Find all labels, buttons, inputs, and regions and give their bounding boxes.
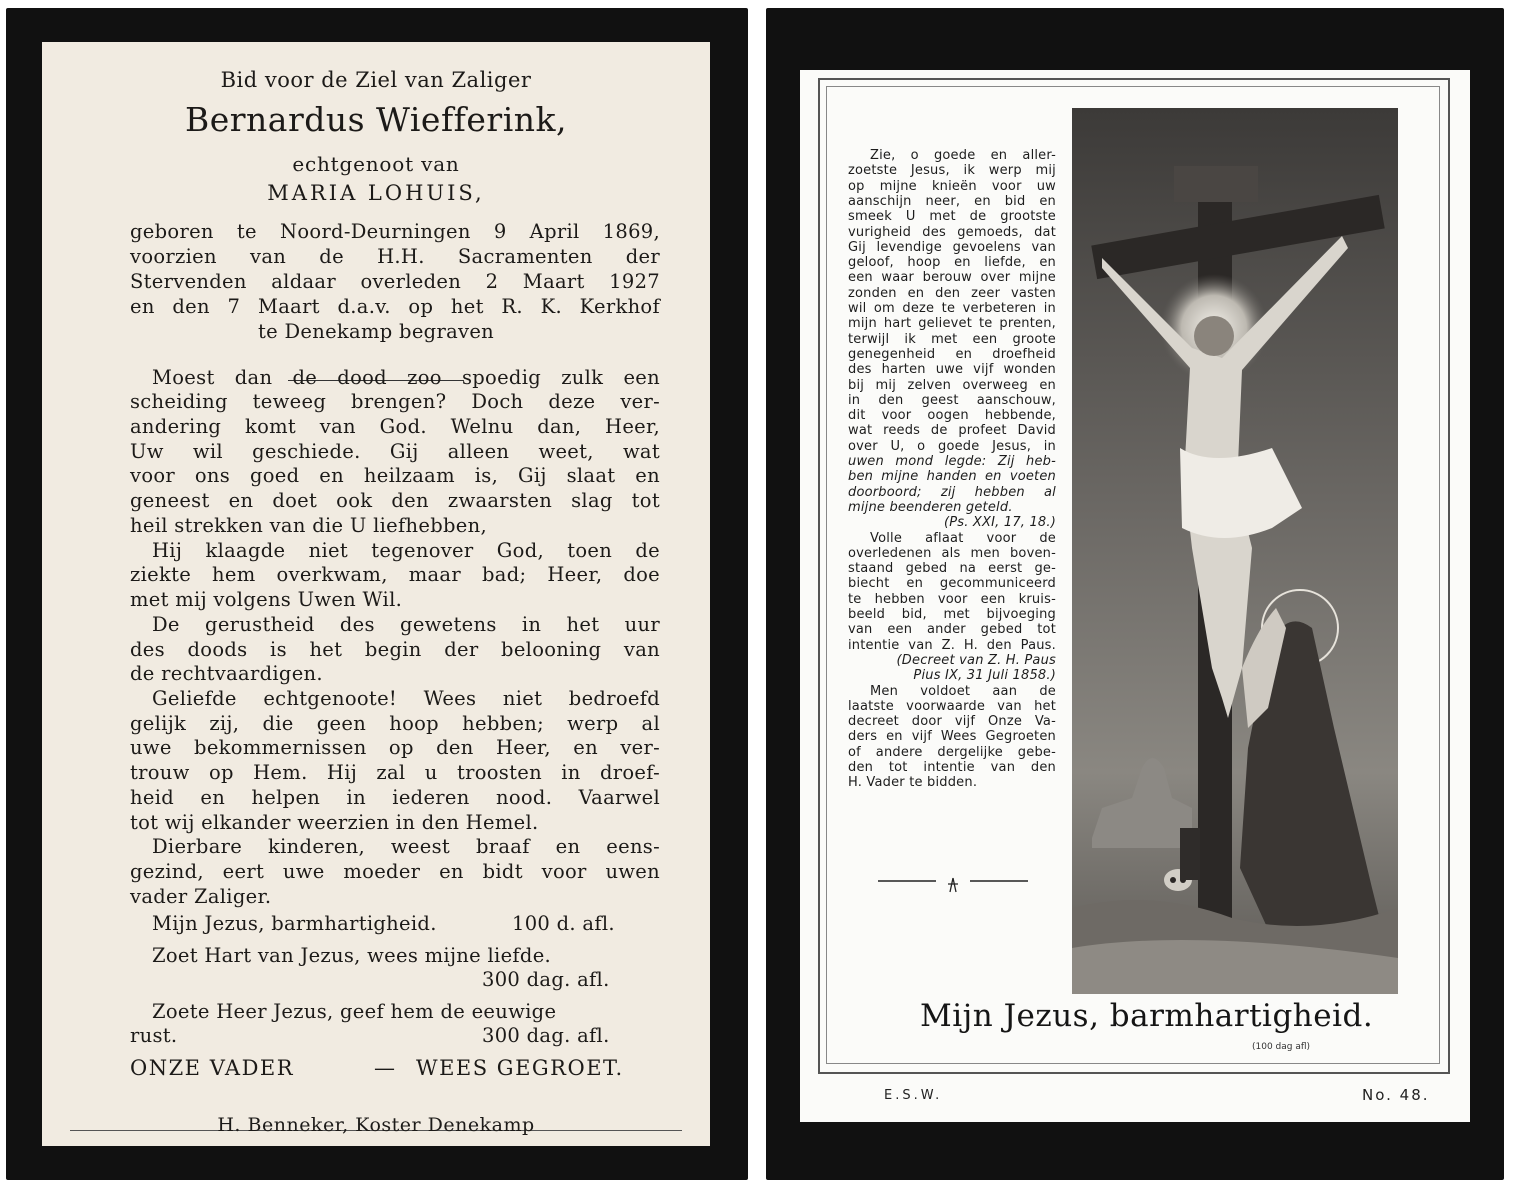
prayer-line: (Decreet van Z. H. Paus — [896, 652, 1056, 668]
prayer-line: mijne beenderen geteld. — [848, 499, 1013, 515]
prayer-line: Volle aflaat voor de — [870, 530, 1056, 546]
text-line: trouw op Hem. Hij zal u troosten in droef- — [130, 761, 660, 784]
closing-dash: — — [374, 1056, 395, 1080]
prayer-line: des harten uwe vijf wonden — [848, 362, 1056, 378]
biography-line: voorzien van de H.H. Sacramenten der — [130, 245, 660, 268]
text-line: de rechtvaardigen. — [130, 662, 323, 685]
prayer-line: zonden en den zeer vasten — [848, 285, 1056, 301]
text-line: Uw wil geschiede. Gij alleen weet, wat — [130, 440, 660, 463]
motto-indulgence: (100 dag afl) — [1252, 1042, 1311, 1052]
prayer-line: biecht en gecommuniceerd — [848, 576, 1056, 592]
card-paper — [800, 70, 1470, 1122]
prayer-line: een waar berouw over mijne — [848, 270, 1056, 286]
prayer-line: of andere dergelijke gebe- — [848, 744, 1056, 760]
printer-credit: H. Benneker, Koster Denekamp — [217, 1114, 535, 1136]
publisher-mark: E.S.W. — [884, 1088, 943, 1103]
text-line: heil strekken van die U liefhebben, — [130, 514, 487, 537]
prayer-line: staand gebed na eerst ge- — [848, 561, 1056, 577]
prayer-line: uwen mond legde: Zij heb- — [848, 454, 1056, 469]
text-line: gelijk zij, die geen hoop hebben; werp al — [130, 712, 660, 735]
spouse-intro: echtgenoot van — [292, 152, 460, 176]
text-line: uwe bekommernissen op den Heer, en ver- — [130, 736, 660, 759]
prayer-line: te hebben voor een kruis- — [848, 591, 1056, 607]
motto-text: Mijn Jezus, barmhartigheid. — [920, 998, 1374, 1034]
prayer-line: dit voor oogen hebbende, — [848, 408, 1056, 424]
text-line: scheiding teweeg brengen? Doch deze ver- — [130, 390, 660, 413]
text-line: De gerustheid des gewetens in het uur — [152, 613, 660, 636]
text-line: Dierbare kinderen, weest braaf en eens- — [152, 835, 660, 858]
text-line: des doods is het begin der belooning van — [130, 638, 660, 661]
prayer-line: Pius IX, 31 Juli 1858.) — [913, 668, 1056, 684]
ornament-divider — [878, 876, 1028, 896]
intro-line: Bid voor de Ziel van Zaliger — [220, 68, 532, 92]
text-line: geneest en doet ook den zwaarsten slag tot — [130, 489, 660, 512]
text-line: Geliefde echtgenoote! Wees niet bedroefd — [152, 687, 660, 710]
prayer-line: doorboord; zij hebben al — [848, 484, 1056, 500]
prayer-line: bij mij zelven overweeg en — [848, 377, 1056, 393]
prayer-line: geloof, hoop en liefde, en — [848, 255, 1056, 271]
prayer-line: over U, o goede Jesus, in — [848, 438, 1056, 454]
prayer-line: smeek U met de grootste — [848, 209, 1056, 225]
prayer-line: terwijl ik met een groote — [848, 331, 1056, 347]
text-line: tot wij elkander weerzien in den Hemel. — [130, 811, 539, 834]
prayer-3-cont: rust. — [130, 1024, 178, 1047]
text-line: met mij volgens Uwen Wil. — [130, 588, 403, 611]
biography-line: te Denekamp begraven — [257, 320, 495, 343]
text-line: andering komt van God. Welnu dan, Heer, — [130, 415, 660, 438]
biography-line: geboren te Noord-Deurningen 9 April 1869, — [130, 220, 660, 243]
prayer-line: den tot intentie van den — [848, 760, 1056, 775]
card-paper — [42, 42, 710, 1146]
text-line: ziekte hem overkwam, maar bad; Heer, doe — [130, 563, 660, 586]
text-line: voor ons goed en heilzaam is, Gij slaat en — [130, 464, 660, 487]
prayer-line: mijn hart gelievet te prenten, — [848, 316, 1056, 332]
prayer-line: beeld bid, met bijvoeging — [848, 607, 1056, 622]
prayer-line: Zie, o goede en aller- — [870, 148, 1056, 163]
prayer-3: Zoete Heer Jezus, geef hem de eeuwige — [152, 1000, 557, 1023]
biography-line: en den 7 Maart d.a.v. op het R. K. Kerkhof — [130, 295, 660, 318]
biography-line: Stervenden aldaar overleden 2 Maart 1927 — [130, 270, 660, 293]
prayer-line: wat reeds de profeet David — [848, 423, 1056, 439]
prayer-line: vurigheid des gemoeds, dat — [848, 224, 1056, 240]
text-line: Moest dan de dood zoo spoedig zulk een — [152, 366, 660, 389]
memorial-card-image-side — [766, 8, 1504, 1180]
spouse-name: MARIA LOHUIS, — [267, 181, 485, 205]
prayer-1: Mijn Jezus, barmhartigheid. — [152, 912, 437, 935]
prayer-line: overledenen als men boven- — [848, 545, 1056, 561]
prayer-line: Men voldoet aan de — [870, 683, 1056, 699]
prayer-line: intentie van Z. H. den Paus. — [848, 637, 1056, 653]
prayer-line: wil om deze te verbeteren in — [848, 301, 1056, 316]
prayer-line: op mijne knieën voor uw — [848, 178, 1056, 194]
prayer-line: (Ps. XXI, 17, 18.) — [943, 515, 1056, 531]
crucifixion-image — [1072, 108, 1398, 994]
memorial-card-text-side — [6, 8, 748, 1180]
prayer-line: aanschijn neer, en bid en — [848, 193, 1056, 209]
closing-hail-mary: WEES GEGROET. — [416, 1056, 624, 1080]
text-line: Hij klaagde niet tegenover God, toen de — [152, 539, 660, 562]
closing-our-father: ONZE VADER — [130, 1056, 295, 1080]
prayer-line: van een ander gebed tot — [848, 622, 1056, 638]
prayer-line: laatste voorwaarde van het — [848, 698, 1056, 714]
prayer-line: ders en vijf Wees Gegroeten — [848, 729, 1056, 745]
prayer-line: decreet door vijf Onze Va- — [848, 714, 1056, 730]
prayer-2: Zoet Hart van Jezus, wees mijne liefde. — [152, 944, 552, 967]
card-number: No. 48. — [1362, 1086, 1430, 1104]
text-line: heid en helpen in iederen nood. Vaarwel — [130, 786, 660, 809]
prayer-line: ben mijne handen en voeten — [848, 469, 1056, 485]
text-line: vader Zaliger. — [130, 885, 272, 908]
prayer-line: Gij levendige gevoelens van — [848, 239, 1056, 255]
deceased-name: Bernardus Wiefferink, — [184, 100, 567, 139]
prayer-3-indulgence: 300 dag. afl. — [482, 1024, 610, 1047]
prayer-line: H. Vader te bidden. — [848, 775, 978, 791]
prayer-line: genegenheid en droefheid — [848, 346, 1056, 362]
text-line: gezind, eert uwe moeder en bidt voor uwen — [130, 860, 660, 883]
prayer-1-indulgence: 100 d. afl. — [512, 912, 615, 935]
prayer-line: zoetste Jesus, ik werp mij — [848, 163, 1056, 179]
prayer-line: in den geest aanschouw, — [848, 392, 1056, 408]
prayer-2-indulgence: 300 dag. afl. — [482, 968, 610, 991]
